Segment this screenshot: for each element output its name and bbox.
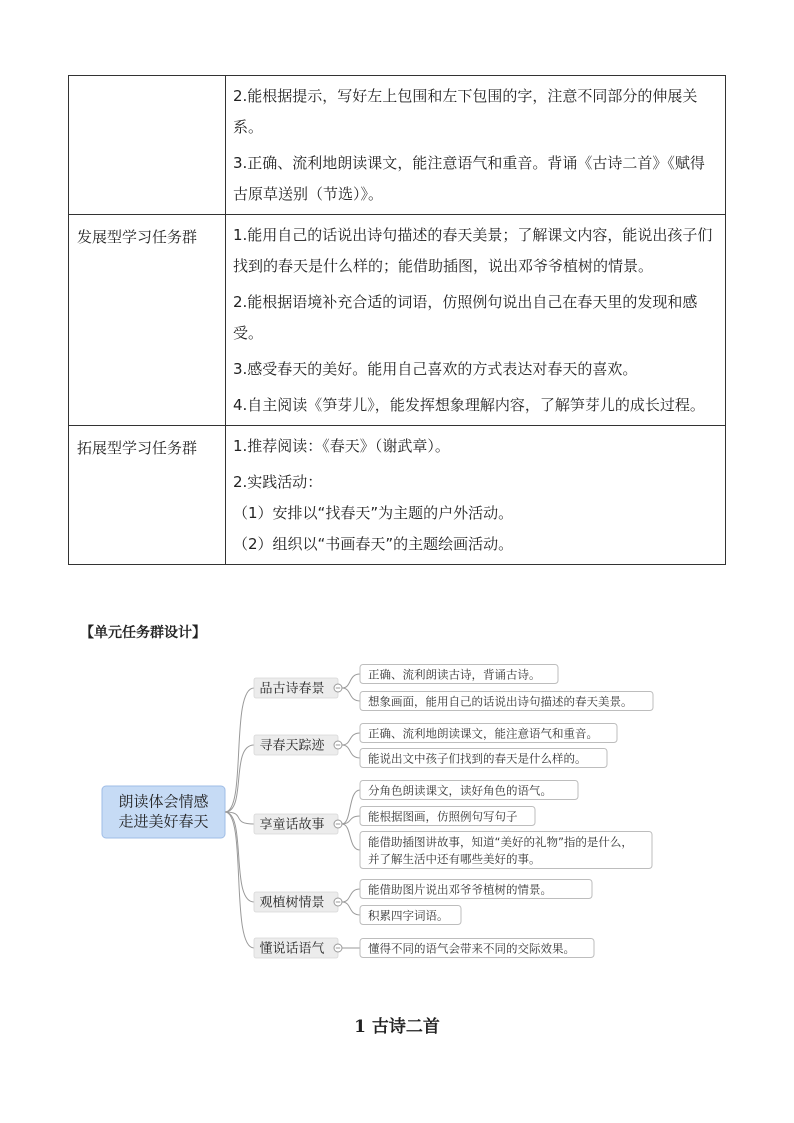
mindmap-root-label: 走进美好春天 [118, 812, 209, 831]
mindmap-leaf-label: 分角色朗读课文，读好角色的语气。 [368, 783, 552, 798]
goal-item: 3.感受春天的美好。能用自己喜欢的方式表达对春天的喜欢。 [233, 360, 638, 378]
mindmap-leaf-label: 能说出文中孩子们找到的春天是什么样的。 [368, 751, 587, 766]
goal-item: 4.自主阅读《笋芽儿》，能发挥想象理解内容，了解笋芽儿的成长过程。 [233, 396, 705, 414]
mindmap-root-label: 朗读体会情感 [118, 792, 209, 811]
category-cell: 发展型学习任务群 [69, 215, 226, 426]
mindmap-leaf-label: 能根据图画，仿照例句写句子 [368, 809, 518, 824]
goal-item: 2.能根据提示，写好左上包围和左下包围的字，注意不同部分的伸展关系。 [233, 87, 698, 136]
mindmap-leaf-label: 积累四字词语。 [368, 908, 449, 923]
mindmap-connector [342, 733, 360, 745]
category-cell: 拓展型学习任务群 [69, 426, 226, 565]
mindmap-leaf-label: 能借助图片说出邓爷爷植树的情景。 [368, 882, 552, 897]
mindmap-connector [342, 889, 360, 902]
goal-item: 2.能根据语境补充合适的词语，仿照例句说出自己在春天里的发现和感受。 [233, 293, 698, 342]
mindmap-connector [342, 674, 360, 688]
mindmap-leaf-label: 并了解生活中还有哪些美好的事。 [368, 852, 541, 866]
mindmap-leaf-label: 正确、流利朗读古诗，背诵古诗。 [368, 667, 541, 682]
mindmap-leaf-label: 懂得不同的语气会带来不同的交际效果。 [368, 941, 575, 956]
mindmap-branch-label: 懂说话语气 [259, 941, 325, 957]
mindmap-connector [225, 688, 254, 812]
mindmap-connector [225, 812, 254, 948]
mindmap-branch-label: 观植树情景 [259, 895, 325, 911]
mindmap-connector [342, 902, 360, 915]
mindmap-leaf-label: 能借助插图讲故事，知道“美好的礼物”指的是什么， [368, 835, 633, 849]
mindmap-leaf-label: 想象画面，能用自己的话说出诗句描述的春天美景。 [368, 694, 633, 709]
section-title: 【单元任务群设计】 [80, 625, 206, 641]
mindmap-leaf-label: 正确、流利地朗读课文，能注意语气和重音。 [368, 726, 598, 741]
goal-item: （1）安排以“找春天”为主题的户外活动。 [233, 504, 514, 522]
goal-item: 2.实践活动： [233, 473, 323, 491]
mindmap-connector [342, 745, 360, 758]
mindmap-connector [342, 824, 360, 850]
mindmap-branch-label: 寻春天踪迹 [259, 738, 325, 754]
lesson-title: 1 古诗二首 [354, 1017, 440, 1037]
mindmap-branch-label: 品古诗春景 [259, 681, 325, 697]
goal-item: （2）组织以“书画春天”的主题绘画活动。 [233, 535, 514, 553]
mindmap-connector [342, 688, 360, 701]
mindmap-branch-label: 享童话故事 [259, 817, 325, 833]
goal-item: 3.正确、流利地朗读课文，能注意语气和重音。背诵《古诗二首》《赋得古原草送别（节选）》。 [233, 154, 705, 203]
goal-item: 1.推荐阅读：《春天》（谢武章）。 [233, 437, 450, 455]
mindmap-connector [225, 745, 254, 812]
goal-item: 1.能用自己的话说出诗句描述的春天美景；了解课文内容，能说出孩子们找到的春天是什么样的；能借助插图，说出邓爷爷植树的情景。 [233, 226, 713, 275]
